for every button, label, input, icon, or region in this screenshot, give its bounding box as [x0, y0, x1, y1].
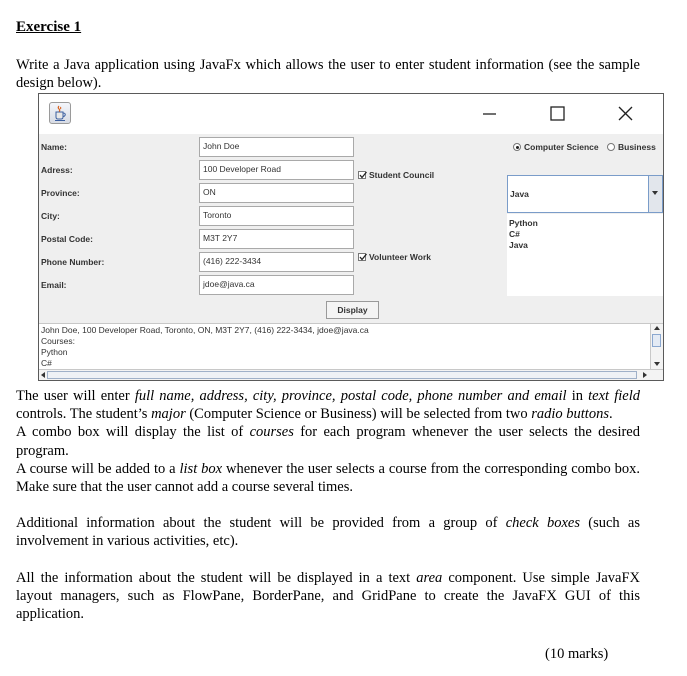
computer-science-label: Computer Science	[524, 142, 599, 152]
paragraph-list-box: A course will be added to a list box whenever the user selects a course from the corresponding combo box. Make sure that the user cannot add a course several times.	[16, 460, 641, 496]
marks-label: (10 marks)	[545, 646, 609, 662]
paragraph-combo-box: A combo box will display the list of courses for each program whenever the user selects the desired program.	[16, 424, 640, 459]
chevron-down-icon[interactable]	[648, 176, 662, 212]
city-field[interactable]: Toronto	[199, 206, 354, 226]
checkmark-icon	[358, 171, 366, 179]
volunteer-work-checkbox[interactable]	[358, 252, 431, 262]
city-label: City:	[41, 211, 60, 221]
combo-selected-value: Java	[510, 189, 529, 199]
paragraph-text-area: All the information about the student will be displayed in a text area component. Use simple JavaFX layout managers, such as FlowPane, BorderPane, and GridPane to create the JavaFX GUI of this application.	[16, 569, 640, 623]
phone-label: Phone Number:	[41, 257, 105, 267]
minimize-button[interactable]	[469, 100, 509, 128]
list-item[interactable]: C#	[509, 229, 520, 239]
radio-selected-icon	[513, 143, 521, 151]
paragraph-check-boxes: Additional information about the student will be provided from a group of check boxes (such as involvement in various activities, etc).	[16, 515, 641, 550]
checkmark-icon	[358, 253, 366, 261]
course-combo-box[interactable]	[507, 175, 663, 213]
scroll-left-arrow-icon[interactable]	[41, 372, 45, 378]
list-item[interactable]: Python	[509, 218, 538, 228]
business-label: Business	[618, 142, 656, 152]
phone-field[interactable]: (416) 222-3434	[199, 252, 354, 272]
scroll-right-arrow-icon[interactable]	[643, 372, 647, 378]
vertical-scrollbar[interactable]	[650, 324, 663, 369]
address-field[interactable]: 100 Developer Road	[199, 160, 354, 180]
exercise-title: Exercise 1	[16, 19, 82, 35]
paragraph-text-fields: The user will enter full name, address, city, province, postal code, phone number and email in text field controls. The student’s major (Computer Science or Business) will be selected from two radio buttons.	[16, 388, 641, 423]
java-cup-icon	[49, 102, 71, 124]
volunteer-work-label: Volunteer Work	[369, 252, 432, 262]
display-button[interactable]: Display	[326, 301, 379, 319]
text-area-line: John Doe, 100 Developer Road, Toronto, ON, M3T 2Y7, (416) 222-3434, jdoe@java.ca	[41, 325, 369, 335]
email-label: Email:	[41, 280, 67, 290]
intro-paragraph: Write a Java application using JavaFx which allows the user to enter student information (see the sample design below).	[16, 57, 640, 92]
radio-unselected-icon	[607, 143, 615, 151]
computer-science-radio[interactable]	[513, 142, 599, 152]
window-titlebar	[39, 94, 663, 134]
postal-code-field[interactable]: M3T 2Y7	[199, 229, 354, 249]
vertical-scroll-thumb[interactable]	[652, 334, 661, 347]
list-item[interactable]: Java	[509, 240, 528, 250]
business-radio[interactable]	[607, 142, 656, 152]
province-field[interactable]: ON	[199, 183, 354, 203]
postal-code-label: Postal Code:	[41, 234, 93, 244]
horizontal-scroll-thumb[interactable]	[47, 371, 637, 379]
instructions-body	[16, 387, 640, 623]
close-button[interactable]	[605, 100, 645, 128]
text-area-line: Python	[41, 347, 68, 357]
window-content	[39, 134, 663, 380]
course-list-box[interactable]	[507, 214, 663, 296]
scroll-down-arrow-icon[interactable]	[654, 362, 660, 366]
sample-app-window	[38, 93, 664, 381]
name-field[interactable]: John Doe	[199, 137, 354, 157]
province-label: Province:	[41, 188, 80, 198]
text-area-line: Courses:	[41, 336, 76, 346]
student-council-label: Student Council	[369, 170, 435, 180]
horizontal-scrollbar[interactable]	[39, 369, 663, 381]
text-area-line: C#	[41, 358, 52, 368]
address-label: Adress:	[41, 165, 73, 175]
scroll-up-arrow-icon[interactable]	[654, 326, 660, 330]
student-council-checkbox[interactable]	[358, 170, 434, 180]
name-label: Name:	[41, 142, 67, 152]
email-field[interactable]: jdoe@java.ca	[199, 275, 354, 295]
output-text-area[interactable]	[39, 323, 663, 381]
maximize-button[interactable]	[537, 100, 577, 128]
